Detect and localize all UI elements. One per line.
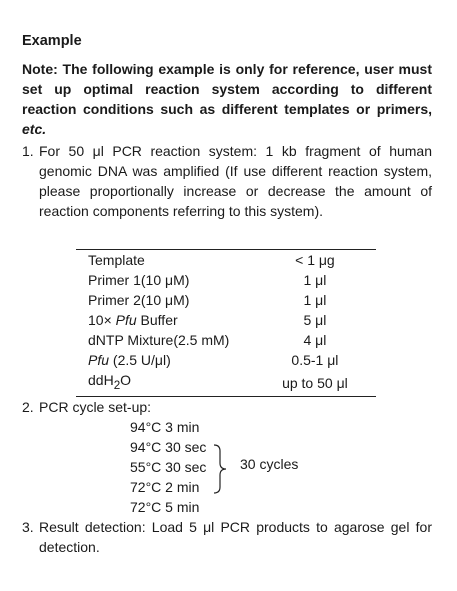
reagent-row [76,290,376,310]
reagent-name-suffix: Buffer [136,312,178,328]
cycle-step: 72°C 2 min [130,479,200,495]
curly-brace-icon [212,444,228,494]
reagent-amount: 1 μl [303,272,327,288]
reagent-row [76,370,376,396]
step-1-number: 1. [22,143,34,159]
step-2-number: 2. [22,399,34,415]
reagent-name [76,310,272,330]
reagent-name-prefix: ddH [88,372,114,388]
step-3-number: 3. [22,519,34,535]
reagent-name: Template [76,250,272,271]
reagent-amount: 5 μl [303,312,327,328]
reagent-amount: 4 μl [303,332,327,348]
reagent-name-suffix: O [120,372,132,388]
reagent-row [76,310,376,330]
reagent-name-italic: Pfu [115,312,137,328]
reagent-amount: 0.5-1 μl [291,352,339,368]
reagent-amount: < 1 μg [272,250,376,271]
cycle-step: 72°C 5 min [130,499,200,515]
reference-note [22,59,432,139]
step-3-text: Result detection: Load 5 μl PCR products to agarose gel for detection. [39,519,432,555]
reagent-row [76,330,376,350]
cycle-step: 55°C 30 sec [130,459,207,475]
reagent-name [76,370,272,396]
step-2-text: PCR cycle set-up: [39,399,152,415]
reagent-name-italic: Pfu [88,352,110,368]
reagent-amount: up to 50 μl [272,370,376,396]
step-2 [22,397,151,417]
note-etc: etc. [22,121,47,137]
reagent-name: dNTP Mixture(2.5 mM) [88,332,230,348]
example-heading: Example [22,33,82,49]
step-1 [22,141,432,221]
reagent-name-subscript: 2 [113,378,121,392]
cycle-step: 94°C 30 sec [130,439,207,455]
reagent-name: Primer 2(10 μM) [88,292,190,308]
reagent-row [76,250,376,271]
reagent-amount: 1 μl [303,292,327,308]
note-text: Note: The following example is only for reference, user must set up optimal reaction system according to different reaction conditions such as different templates or primers, [22,61,432,117]
reagent-name: Primer 1(10 μM) [88,272,190,288]
reagent-name-suffix: (2.5 U/μl) [109,352,171,368]
step-3 [22,517,432,557]
cycles-label: 30 cycles [240,456,299,472]
cycle-step: 94°C 3 min [130,419,200,435]
reagent-name [76,350,272,370]
reagent-row [76,350,376,370]
step-1-text: For 50 μl PCR reaction system: 1 kb fragment of human genomic DNA was amplified (If use different reaction system, please proportionally increase or decrease the amount of reaction components referring to this system). [39,143,432,219]
reagent-name-prefix: 10× [88,312,116,328]
reagent-table [76,249,376,397]
reagent-row [76,270,376,290]
